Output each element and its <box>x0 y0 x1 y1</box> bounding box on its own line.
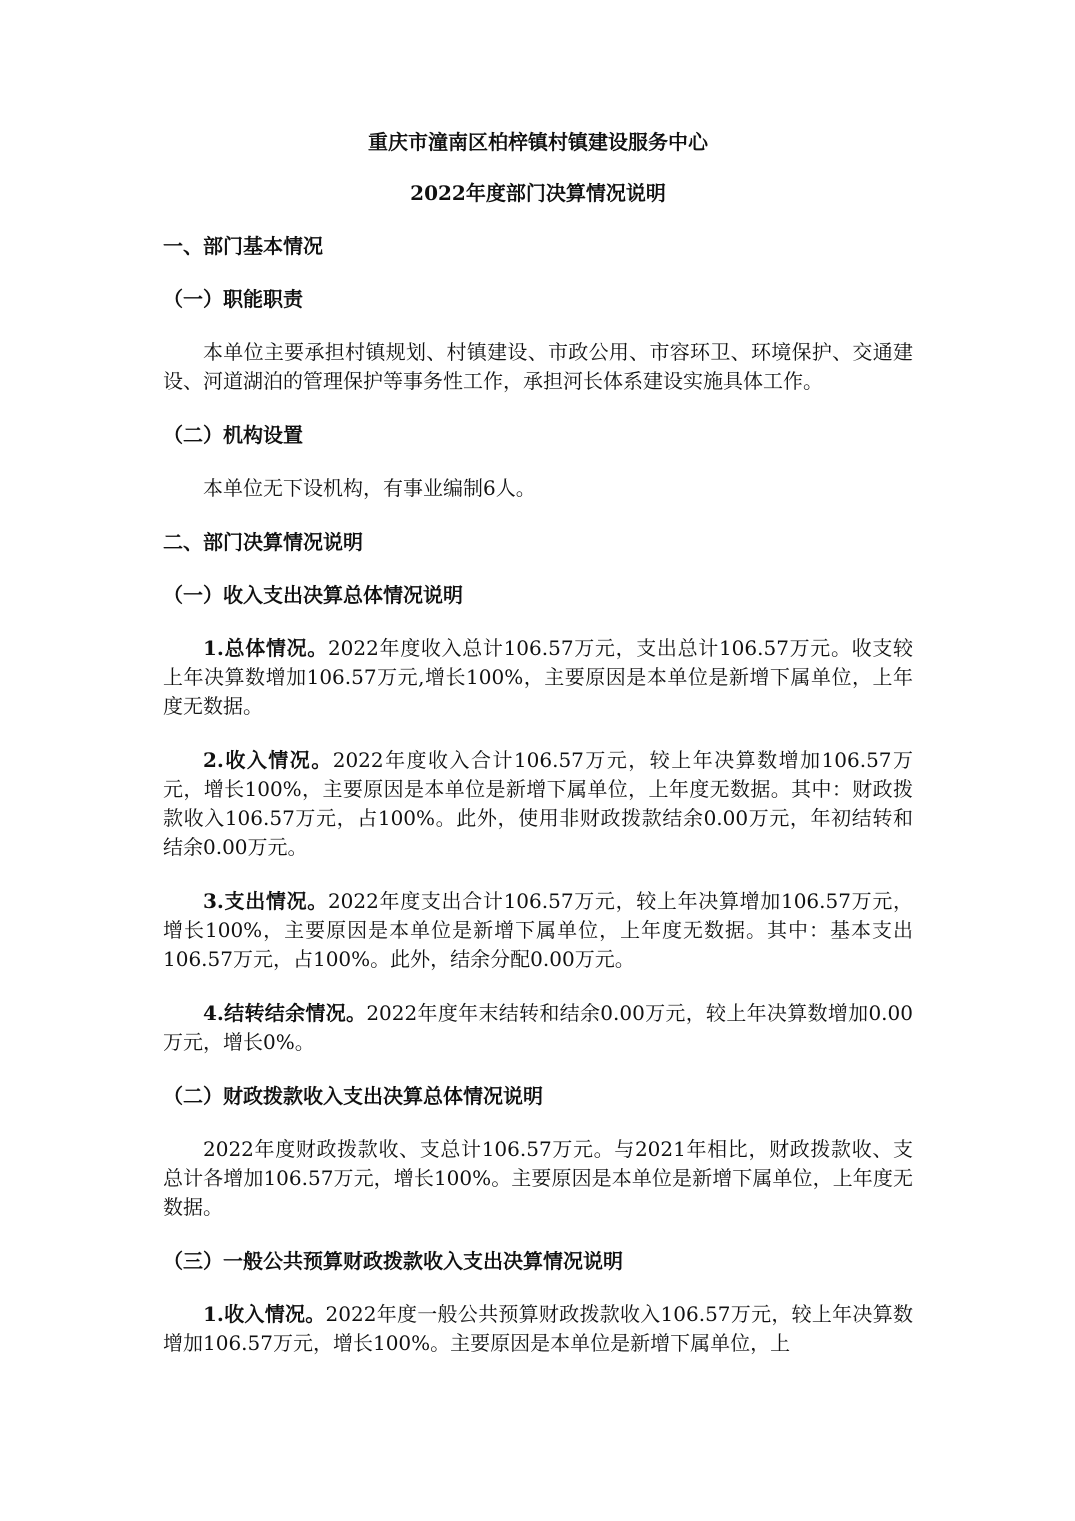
functions-paragraph: 本单位主要承担村镇规划、村镇建设、市政公用、市容环卫、环境保护、交通建设、河道湖泊的管理保护等事务性工作，承担河长体系建设实施具体工作。 <box>163 340 913 393</box>
document-subtitle: 2022年度部门决算情况说明 <box>410 181 666 205</box>
subsection-heading-functions: （一）职能职责 <box>163 287 303 311</box>
section-heading-final-accounts: 二、部门决算情况说明 <box>163 530 363 554</box>
section-heading-basic-info: 一、部门基本情况 <box>163 234 323 258</box>
overview-item-text: 2022年度收入总计106.57万元，支出总计106.57万元。收支较上年决算数增加106.57万元,增长100%，主要原因是本单位是新增下属单位，上年度无数据。 <box>163 636 913 718</box>
subsection-heading-organization: （二）机构设置 <box>163 423 303 447</box>
organization-paragraph: 本单位无下设机构，有事业编制6人。 <box>203 476 536 500</box>
document-title: 重庆市潼南区柏梓镇村镇建设服务中心 <box>368 130 708 154</box>
income-item-lead: 2.收入情况。 <box>203 748 333 772</box>
overview-item-paragraph <box>163 634 913 721</box>
general-budget-income-lead: 1.收入情况。 <box>203 1302 326 1326</box>
fiscal-appropriation-paragraph: 2022年度财政拨款收、支总计106.57万元。与2021年相比，财政拨款收、支总计各增加106.57万元，增长100%。主要原因是本单位是新增下属单位，上年度无数据。 <box>163 1137 913 1219</box>
general-budget-income-paragraph <box>163 1300 913 1358</box>
expense-item-lead: 3.支出情况。 <box>203 889 328 913</box>
carryover-item-lead: 4.结转结余情况。 <box>203 1001 367 1025</box>
subsection-heading-income-expense-overview: （一）收入支出决算总体情况说明 <box>163 583 463 607</box>
carryover-item-text: 2022年度年末结转和结余0.00万元，较上年决算数增加0.00万元，增长0%。 <box>163 1001 913 1054</box>
subsection-heading-general-public-budget: （三）一般公共预算财政拨款收入支出决算情况说明 <box>163 1249 623 1273</box>
subsection-heading-fiscal-appropriation: （二）财政拨款收入支出决算总体情况说明 <box>163 1084 543 1108</box>
expense-item-paragraph <box>163 887 913 974</box>
overview-item-lead: 1.总体情况。 <box>203 636 328 660</box>
general-budget-income-text: 2022年度一般公共预算财政拨款收入106.57万元，较上年决算数增加106.57万元，增长100%。主要原因是本单位是新增下属单位，上 <box>163 1302 913 1355</box>
income-item-paragraph <box>163 746 913 862</box>
carryover-item-paragraph <box>163 999 913 1057</box>
expense-item-text: 2022年度支出合计106.57万元，较上年决算增加106.57万元，增长100%，主要原因是本单位是新增下属单位，上年度无数据。其中：基本支出106.57万元，占100%。此外，结余分配0.00万元。 <box>163 889 913 971</box>
document-page <box>163 128 913 1358</box>
income-item-text: 2022年度收入合计106.57万元，较上年决算数增加106.57万元，增长100%，主要原因是本单位是新增下属单位，上年度无数据。其中：财政拨款收入106.57万元，占100%。此外，使用非财政拨款结余0.00万元，年初结转和结余0.00万元。 <box>163 748 914 859</box>
